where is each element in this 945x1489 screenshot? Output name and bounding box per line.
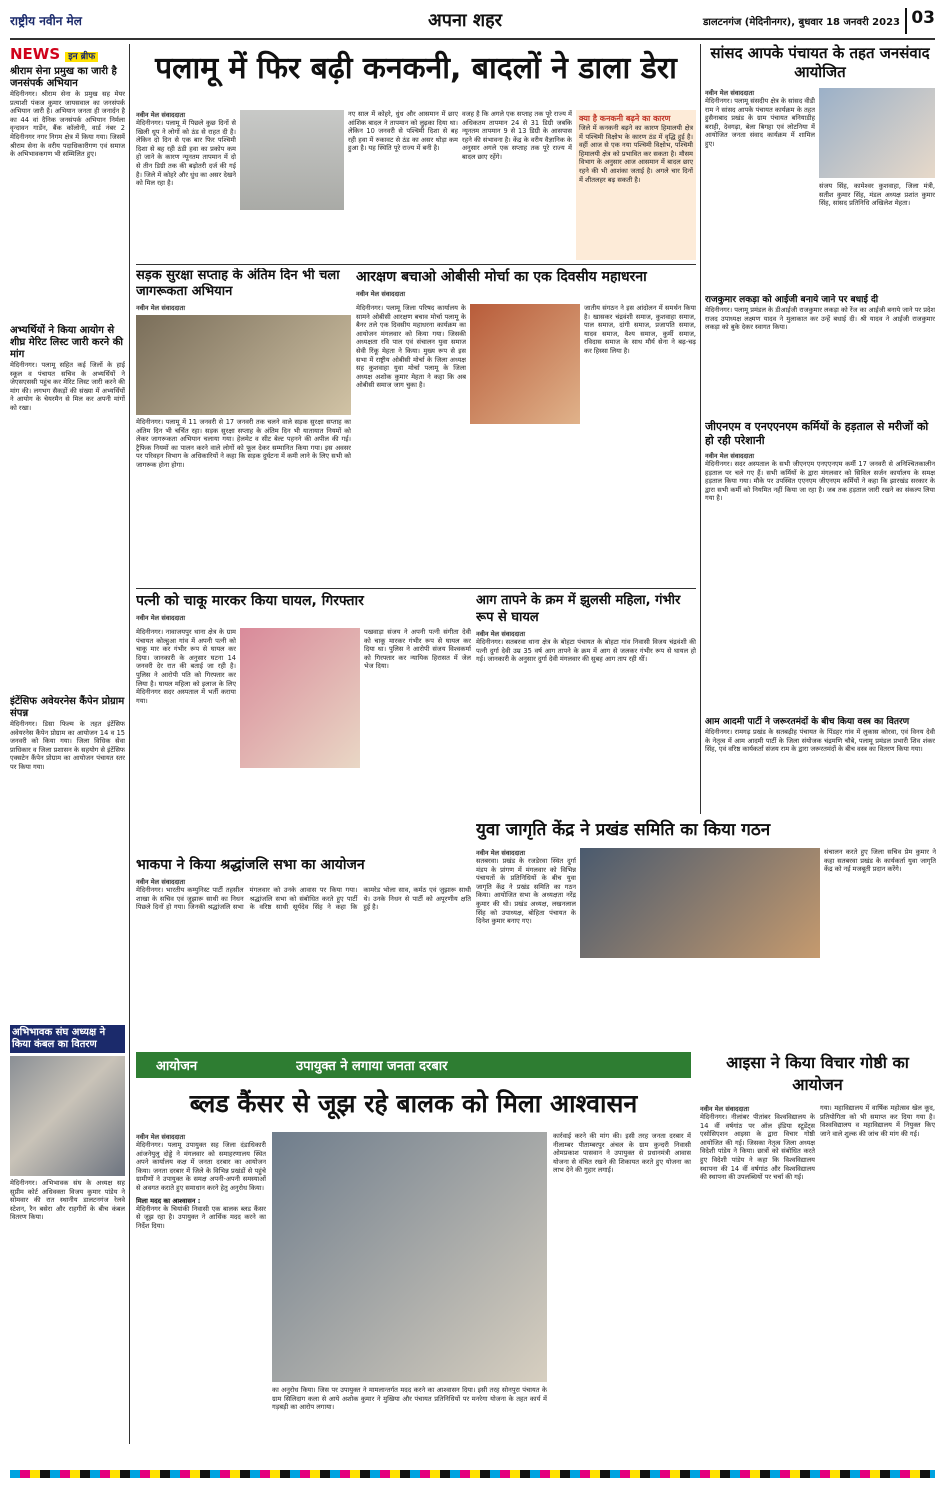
obc-text: जातीय संगठन ने इस आंदोलन में समर्थन किया है। खासकर चंद्रवंशी समाज, कुशवाहा समाज, पाल समाज, दांगी समाज, प्रजापति समाज, यादव समाज, वैश्य समाज, कुर्मी समाज, रविदास समाज के साथ मौर्य सेना ने बढ़-चढ़ कर हिस्सा लिया है।	[584, 304, 696, 355]
brief-title: इंटेंसिफ अवेयरनेस कैंपेन प्रोग्राम संपन्न	[10, 696, 125, 719]
mp-byline: नवीन मेल संवाददाता	[705, 89, 754, 97]
strike-headline: जीएनएम व एनएएनएम कर्मियों के हड़ताल से मरीजों को हो रही परेशानी	[705, 420, 929, 447]
lead-subhead: क्या है कनकनी बढ़ने का कारण	[579, 114, 671, 123]
ayojan-kicker: उपायुक्त ने लगाया जनता दरबार	[296, 1059, 448, 1074]
aisa-text: मेदिनीनगर। नीलांबर पीतांबर विश्वविद्यालय के 14 वीं वर्षगांठ पर ऑल इंडिया स्टूडेंट्स एसोसिएशन आइसा के द्वारा विचार गोष्ठी आयोजित की गई। जिसका नेतृत्व जिला अध्यक्ष विदेशी पांडेय ने किया। छात्रों को संबोधित करते हुए विदेशी पांडेय ने कहा कि विश्वविद्यालय स्थापना की 14 वीं वर्षगांठ और विश्वविद्यालय की स्थापना की उपलब्धियों पर चर्चा की गई।	[700, 1113, 815, 1182]
lead-byline: नवीन मेल संवाददाता	[136, 111, 185, 119]
brief-item	[10, 1025, 125, 1339]
knife-byline: नवीन मेल संवाददाता	[136, 614, 185, 622]
aap-text: मेदिनीनगर। रामगढ़ प्रखंड के सतबढ़ीह पंचायत के पिंडहर गांव में लुकास कोरवा, एवं विनय देवी के नेतृत्व में आम आदमी पार्टी के जिला संयोजक चंद्रमणि चौबे, पलामू प्रमंडल प्रभारी शिव शंकर सिंह, एवं वरिष्ठ कार्यकर्ता संजय राम के द्वारा जरूरतमंदों के बीच वस्त्र का वितरण किया गया।	[705, 728, 935, 754]
lead-story	[136, 110, 696, 260]
lead-sidebox	[576, 110, 696, 260]
aisa-text: गया। महाविद्यालय में वार्षिक महोत्सव खेल कूद, प्रतियोगिता को भी समाप्त कर दिया गया है। विश्वविद्यालय व महाविद्यालय में नियुक्त किए जाने वाले शुल्क की जांच की मांग की गई।	[820, 1104, 935, 1138]
section-title: अपना शहर	[427, 10, 503, 31]
rajkumar-story	[705, 294, 935, 414]
obc-col-1	[356, 304, 466, 579]
knife-text: मेदिनीनगर। नावाजयपुर थाना क्षेत्र के ग्राम पंचायत कोल्हुआ गांव में अपनी पत्नी को चाकू मार कर गंभीर रूप से घायल कर दिया। जानकारी के अनुसार घटना 14 जनवरी देर रात की बताई जा रही है। पुलिस ने आरोपी पति को गिरफ्तार कर लिया है। घायल महिला को इलाज के लिए मेदिनीनगर सदर अस्पताल में भर्ती कराया गया।	[136, 628, 236, 705]
yuva-text: संचालन करते हुए जिला सचिव प्रेम कुमार ने कहा सतबरवा प्रखंड के कार्यकर्ता युवा जागृति केंद्र को नई मजबूती प्रदान करेंगे।	[824, 848, 936, 874]
lead-subtext: जिले में कनकनी बढ़ने का कारण हिमालयी क्षेत्र में पश्चिमी विक्षोभ के कारण ठंड में वृद्धि हुई है। वहीं आज से एक नया पश्चिमी विक्षोभ, पश्चिमी हिमालयी क्षेत्र को प्रभावित कर सकता है। मौसम विभाग के अनुसार आज आसमान में बादल छाए रहने की भी आशंका जताई है। अगले चार दिनों में शीतलहर बढ़ सकती है।	[579, 124, 693, 184]
yuva-photo	[580, 848, 820, 958]
brief-title: श्रीराम सेना प्रमुख का जारी है जनसंपर्क अभियान	[10, 66, 117, 89]
ayojan-text: मेदिनीनगर। पलामू उपायुक्त सह जिला दंडाधिकारी आंजनेयुलु दोड्डे ने मंगलवार को समाहरणालय स्थित अपने कार्यालय कक्ष में जनता दरबार का आयोजन किया। जनता दरबार में जिले के विभिन्न प्रखंडों से पहुंचे ग्रामीणों ने उपायुक्त के समक्ष अपनी-अपनी समस्याओं से अवगत कराते हुए समाधान करने हेतु अनुरोध किया।	[136, 1141, 266, 1192]
woman-text: मेदिनीनगर। सतबरवा थाना क्षेत्र के बोहटा पंचायत के बोहटा गांव निवासी विजय चंद्रवंशी की पत्नी दुर्गा देवी उम्र 35 वर्ष आग तापने के क्रम में आग से जलकर गंभीर रूप से घायल हो गई। जानकारी के अनुसार दुर्गा देवी मंगलवार की सुबह आग ताप रही थीं।	[476, 638, 696, 664]
news-badge-label: NEWS	[10, 45, 61, 63]
brief-text: मेदिनीनगर। डिसा फिल्म के तहत इंटेंसिफ अवेयरनेस कैंपेन प्रोग्राम का आयोजन 14 व 15 जनवरी को किया गया। जिला विधिक सेवा प्राधिकार व जिला प्रशासन के सहयोग से इंटेंसिफ एक्सटेन कैंपेन प्रोग्राम का आयोजन पंचायत स्तर पर किया गया।	[10, 720, 125, 771]
yuva-col-4	[824, 848, 936, 1043]
knife-col-1	[136, 628, 236, 848]
lead-headline	[136, 44, 696, 102]
brief-text: मेदिनीनगर। पलामू सहित कई जिलों के हाई स्कूल व पंचायत सचिव के अभ्यर्थियों ने जेएसएससी पहुंच कर मेरिट लिस्ट जारी करने की मांग की। लगभग सैकड़ों की संख्या में अभ्यर्थियों ने आयोग के चेयरमैन से मिल कर अपनी मांगों को रखा।	[10, 361, 125, 412]
ayojan-headline-text: ब्लड कैंसर से जूझ रहे बालक को मिला आश्वासन	[189, 1089, 638, 1118]
road-safety-headline: सड़क सुरक्षा सप्ताह के अंतिम दिन भी चला जागरूकता अभियान	[136, 268, 340, 299]
ayojan-subhead: मिला मदद का आश्वासन :	[136, 1196, 201, 1205]
ayojan-col-3	[553, 1132, 691, 1452]
mp-photo	[819, 88, 935, 178]
yuva-byline: नवीन मेल संवाददाता	[476, 849, 525, 857]
knife-headline: पत्नी को चाकू मारकर किया घायल, गिरफ्तार	[136, 593, 364, 609]
lead-col-2	[348, 110, 458, 260]
mp-text: संजय सिंह, कामेश्वर कुशवाहा, जिला मंत्री, सतीश कुमार सिंह, मंडल अध्यक्ष प्रशांत कुमार सिंह, सांसद प्रतिनिधि अखिलेश मेहता।	[819, 182, 935, 208]
mid-rule	[136, 588, 696, 589]
strike-byline: नवीन मेल संवाददाता	[705, 452, 754, 460]
ayojan-text: का अनुरोध किया। जिस पर उपायुक्त ने मामलान्तर्गत मदद करने का आश्वासन दिया। इसी तरह सोनपुरा पंचायत के ग्राम सिलिदाग कला से आये अशोक कुमार ने मुखिया और पंचायत प्रतिनिधियों पर मनरेगा योजना के तहत कार्य में गड़बड़ी का आरोप लगाया।	[272, 1386, 547, 1412]
ayojan-photo	[272, 1132, 547, 1382]
brief-item	[10, 696, 125, 1020]
obc-headline: आरक्षण बचाओ ओबीसी मोर्चा का एक दिवसीय महाधरना	[356, 269, 647, 285]
yuva-story	[476, 818, 936, 1046]
lead-text: मेदिनीनगर। पलामू में पिछले कुछ दिनों से खिली धूप ने लोगों को ठंड से राहत दी है। लेकिन दो दिन से एक बार फिर पश्चिमी दिशा से बह रही ठंडी हवा का प्रकोप कम हो जाने के कारण न्यूनतम तापमान में दो से तीन डिग्री तक की बढ़ोतरी दर्ज की गई है। जिले में कोहरे और धुंध का असर देखने को मिल रहा है।	[136, 119, 236, 188]
aisa-col-2	[820, 1104, 935, 1449]
obc-story	[356, 268, 696, 583]
knife-text: पखवाड़ा संजय ने अपनी पत्नी संगीता देवी को चाकू मारकर गंभीर रूप से घायल कर दिया था। पुलिस ने आरोपी संजय विश्वकर्मा को गिरफ्तार कर न्यायिक हिरासत में जेल भेज दिया।	[364, 628, 471, 671]
brief-photo	[10, 1056, 125, 1176]
lead-headline-text: पलामू में फिर बढ़ी कनकनी, बादलों ने डाला डेरा	[155, 51, 677, 86]
mp-text: मेदिनीनगर। पलामू संसदीय क्षेत्र के सांसद वीडी राम ने सांसद आपके पंचायत कार्यक्रम के तहत हुसैनाबाद प्रखंड के ग्राम पंचायत बनियाडीह बराही, देवगढ़ा, बेला बिगहा एवं लोटनिया में आयोजित जनता संवाद कार्यक्रम में शामिल हुए।	[705, 97, 815, 148]
knife-col-3	[364, 628, 471, 848]
news-in-brief-sidebar	[10, 44, 125, 1454]
news-badge-sub: इन ब्रीफ	[65, 52, 98, 62]
brief-item	[10, 66, 125, 320]
strike-text: मेदिनीनगर। सदर अस्पताल के सभी जीएनएम एनएएनएम कर्मी 17 जनवरी से अनिश्चितकालीन हड़ताल पर चले गए हैं। सभी कर्मियों के द्वारा मंगलवार को सिविल सर्जन कार्यालय के समक्ष हड़ताल किया गया। मौके पर उपस्थित एएनएम जीएनएम कर्मियों ने कहा कि झारखंड सरकार के द्वारा सभी कर्मी को नियमित नहीं किया जा रहा है। जब तक हड़ताल जारी रखने का संकल्प लिया गया है।	[705, 460, 935, 503]
sidebar-divider	[129, 44, 130, 1444]
ayojan-story	[136, 1132, 691, 1452]
mp-headline: सांसद आपके पंचायत के तहत जनसंवाद आयोजित	[710, 44, 930, 81]
bhakpa-story	[136, 856, 471, 1046]
aisa-story	[700, 1052, 935, 1452]
lead-text: वजह है कि अगले एक सप्ताह तक पूरे राज्य में अधिकतम तापमान 24 से 31 डिग्री जबकि न्यूनतम तापमान 9 से 13 डिग्री के आसपास रहने की संभावना है। केंद्र के वरीय वैज्ञानिक के अनुसार अगले एक सप्ताह तक पूरे राज्य में बादल छाए रहेंगे।	[462, 110, 572, 161]
ayojan-col-2	[272, 1386, 547, 1452]
mp-col-2	[819, 182, 935, 288]
lead-col-1	[136, 110, 236, 260]
knife-story	[136, 592, 471, 852]
lead-text: नए साल में कोहरे, धुंध और आसमान में छाए आंशिक बादल ने तापमान को लुढ़का दिया था। लेकिन 10 जनवरी से पश्चिमी दिशा से बह रही हवा में रुकावट से ठंड का असर थोड़ा कम हुआ है। यह स्थिति पूरे राज्य में बनी है।	[348, 110, 458, 153]
aisa-byline: नवीन मेल संवाददाता	[700, 1105, 749, 1113]
paper-logo: राष्ट्रीय नवीन मेल	[10, 14, 82, 28]
yuva-text: सतबरवा। प्रखंड के रजडेरवा स्थित दुर्गा मंडप के प्रांगण में मंगलवार को विभिन्न पंचायतों के प्रतिनिधियों के बीच युवा जागृति केंद्र ने प्रखंड समिति का गठन किया। आयोजित सभा के अध्यक्षता नरेंद्र कुमार की थी। प्रखंड अध्यक्ष, लखनलाल सिंह को उपाध्यक्ष, बोहिता पंचायत के दिनेश कुमार बनाए गए।	[476, 857, 576, 926]
aap-story	[705, 716, 935, 814]
page-number: 03	[905, 8, 935, 34]
lead-col-3	[462, 110, 572, 260]
brief-text: मेदिनीनगर। अभिभावक संघ के अध्यक्ष सह सुप्रीम कोर्ट अधिवक्ता विजय कुमार पांडेय ने सोमवार की रात स्थानीय डालटनगंज रेलवे स्टेशन, रैन बसेरा और राहगीरों के बीच कंबल वितरण किया।	[10, 1179, 125, 1222]
rajkumar-text: मेदिनीनगर। पलामू प्रमंडल के डीआईजी राजकुमार लकड़ा को रेंज का आईजी बनाये जाने पर प्रदेश राजद उपाध्यक्ष लक्ष्मण यादव ने मुलाकात कर उन्हें बधाई दी। श्री यादव ने आईजी राजकुमार लकड़ा को बुके देकर स्वागत किया।	[705, 306, 935, 332]
woman-burn-story	[476, 592, 696, 852]
dateline: डालटनगंज (मेदिनीनगर), बुधवार 18 जनवरी 2023	[702, 17, 900, 28]
yuva-col-1	[476, 848, 576, 1043]
mp-story	[705, 44, 935, 289]
woman-byline: नवीन मेल संवाददाता	[476, 630, 525, 638]
bhakpa-text: मेदिनीनगर। भारतीय कम्युनिस्ट पार्टी तहसील शाखा के सचिव एवं जुझारू साथी का निधन पिछले दिनों हो गया। जिनकी श्रद्धांजलि सभा मंगलवार को उनके आवास पर किया गया। श्रद्धांजलि सभा को संबोधित करते हुए पार्टी के वरिष्ठ साथी सूर्यदेव सिंह ने कहा कि कामरेड भोला साव, कर्मठ एवं जुझारू साथी थे। उनके निधन से पार्टी को अपूरणीय क्षति हुई है।	[136, 886, 471, 912]
bhakpa-byline: नवीन मेल संवाददाता	[136, 878, 185, 886]
road-safety-story	[136, 268, 351, 583]
yuva-headline: युवा जागृति केंद्र ने प्रखंड समिति का किया गठन	[476, 820, 771, 840]
ayojan-col-1	[136, 1132, 266, 1452]
road-safety-text: मेदिनीनगर। पलामू में 11 जनवरी से 17 जनवरी तक चलने वाले सड़क सुरक्षा सप्ताह का अंतिम दिन भी चर्चित रहा। सड़क सुरक्षा सप्ताह के अंतिम दिन भी यातायात नियमों को लेकर जागरूकता अभियान चलाया गया। हेलमेट व सीट बेल्ट पहनने की अपील की गई। ट्रैफिक नियमों का पालन करने वाले लोगों को फूल देकर सम्मानित किया गया। इस अवसर पर परिवहन विभाग के अधिकारियों ने कहा कि सड़क दुर्घटना में कमी लाने के लिए सभी को जागरूक होना होगा।	[136, 418, 351, 469]
aap-headline: आम आदमी पार्टी ने जरूरतमंदों के बीच किया वस्त्र का वितरण	[705, 717, 910, 727]
lead-photo	[240, 110, 344, 210]
ayojan-byline: नवीन मेल संवाददाता	[136, 1133, 185, 1141]
ayojan-text: कार्रवाई करने की मांग की। इसी तरह जनता दरबार में नीलाम्बर पीताम्बरपुर अंचल के ग्राम कुन्दरी निवासी ओमप्रकाश पासवान ने उपायुक्त से प्रधानमंत्री आवास योजना से वंचित रखने की शिकायत करते हुए योजना का लाभ देने की गुहार लगाई।	[553, 1132, 691, 1175]
rajkumar-headline: राजकुमार लकड़ा को आईजी बनाये जाने पर बधाई दी	[705, 295, 879, 305]
knife-photo	[240, 628, 360, 768]
bhakpa-headline: भाकपा ने किया श्रद्धांजलि सभा का आयोजन	[136, 857, 365, 873]
brief-title: अभिभावक संघ अध्यक्ष ने किया कंबल का वितरण	[10, 1025, 125, 1053]
masthead-rule	[10, 38, 935, 40]
ayojan-band	[136, 1052, 691, 1078]
obc-photo	[470, 304, 580, 424]
obc-text: मेदिनीनगर। पलामू जिला परिषद कार्यालय के सामने ओबीसी आरक्षण बचाव मोर्चा पलामू के बैनर तले एक दिवसीय महाधरना कार्यक्रम का आयोजन मंगलवार को किया गया। जिसकी अध्यक्षता रवि पाल एवं संचालन युवा समाज सेवी रिंकू मेहता ने किया। मुख्य रूप से इस सभा में राष्ट्रीय ओबीसी मोर्चा के जिला अध्यक्ष सह कुशवाहा युवा मोर्चा पलामू के जिला अध्यक्ष अशोक कुमार मेहता ने कहा कि अब ओबीसी समाज जाग चुका है।	[356, 304, 466, 390]
brief-text: मेदिनीनगर। श्रीराम सेना के प्रमुख सह मेयर प्रत्याशी पंकज कुमार जायसवाल का जनसंपर्क अभियान जारी है। अभियान जनता ही जनार्दन है का 44 वां दैनिक जनसंपर्क अभियान निर्मला वृन्दावन गार्डेन, बैंक कॉलोनी, वार्ड नंबर 2 मेदिनीनगर नगर निगम क्षेत्र में किया गया। जिसमें श्रीराम सेना के वरीय पदाधिकारीगण एवं समाज के अभिभावकगण भी सम्मिलित हुए।	[10, 90, 125, 159]
obc-byline: नवीन मेल संवाददाता	[356, 290, 405, 298]
news-badge	[10, 44, 125, 66]
strike-story	[705, 420, 935, 710]
masthead	[10, 6, 935, 36]
aisa-headline: आइसा ने किया विचार गोष्ठी का आयोजन	[726, 1053, 909, 1094]
road-safety-photo	[136, 315, 351, 415]
color-registration-bar	[10, 1470, 935, 1478]
ayojan-subtext: मेदिनीनगर के चियांकी निवासी एक बालक ब्लड कैंसर से जूझ रहा है। उपायुक्त ने आर्थिक मदद करने का निर्देश दिया।	[136, 1204, 266, 1230]
ayojan-label: आयोजन	[156, 1059, 198, 1074]
lead-rule	[136, 264, 696, 265]
woman-headline: आग तापने के क्रम में झुलसी महिला, गंभीर रूप से घायल	[476, 593, 681, 625]
brief-item	[10, 325, 125, 691]
right-divider	[700, 44, 701, 814]
obc-col-3	[584, 304, 696, 579]
aisa-col-1	[700, 1104, 815, 1449]
ayojan-headline	[136, 1082, 691, 1128]
brief-title: अभ्यर्थियों ने किया आयोग से शीघ्र मेरिट लिस्ट जारी करने की मांग	[10, 325, 123, 360]
mp-col-1	[705, 88, 815, 288]
road-safety-byline: नवीन मेल संवाददाता	[136, 304, 185, 312]
